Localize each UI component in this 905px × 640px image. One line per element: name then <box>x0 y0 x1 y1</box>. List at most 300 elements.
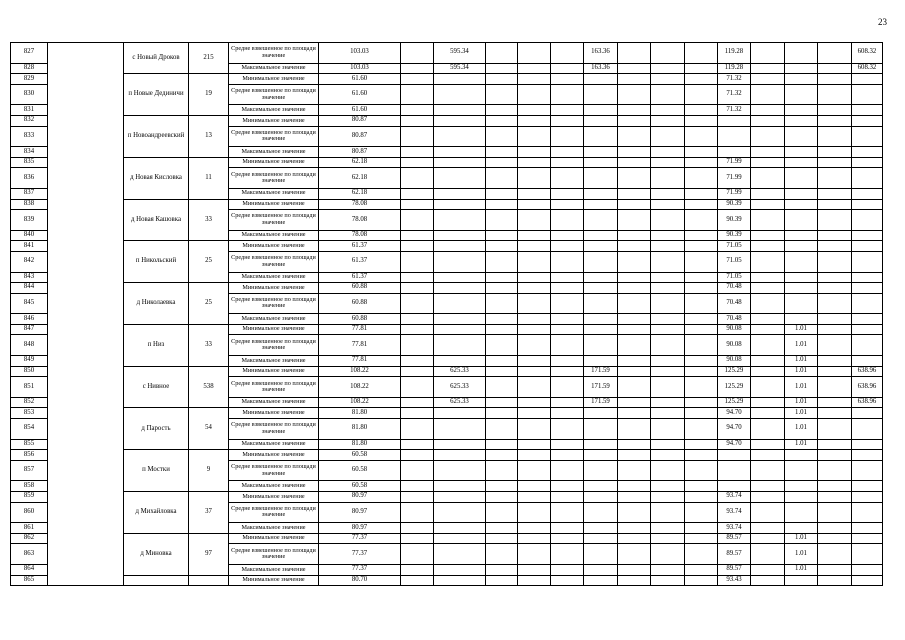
value-cell: 93.74 <box>718 523 751 534</box>
value-cell: 77.37 <box>319 544 401 565</box>
value-cell: 625.33 <box>434 377 486 398</box>
value-cell <box>852 293 883 314</box>
value-cell <box>551 63 584 74</box>
valuation-table <box>10 42 883 586</box>
value-cell <box>685 230 718 241</box>
value-cell <box>518 115 551 126</box>
value-cell <box>518 419 551 440</box>
value-cell <box>518 241 551 252</box>
value-type-label: Максимальное значение <box>229 356 319 367</box>
value-cell <box>486 63 518 74</box>
value-cell <box>685 43 718 64</box>
value-cell <box>852 210 883 231</box>
value-cell <box>584 168 618 189</box>
value-cell <box>551 188 584 199</box>
value-cell: 81.80 <box>319 439 401 450</box>
row-number: 842 <box>11 251 48 272</box>
value-cell <box>751 251 785 272</box>
value-cell <box>852 147 883 158</box>
row-number: 865 <box>11 575 48 586</box>
value-cell <box>618 450 651 461</box>
value-cell <box>434 272 486 283</box>
row-number: 834 <box>11 147 48 158</box>
value-cell <box>751 241 785 252</box>
value-cell <box>618 481 651 492</box>
value-cell <box>651 126 685 147</box>
value-cell: 90.08 <box>718 324 751 335</box>
value-cell <box>751 199 785 210</box>
value-cell <box>751 397 785 408</box>
value-cell: 70.48 <box>718 314 751 325</box>
value-cell <box>486 210 518 231</box>
value-cell <box>401 335 434 356</box>
value-cell <box>852 105 883 116</box>
value-cell: 80.87 <box>319 147 401 158</box>
row-number: 863 <box>11 544 48 565</box>
value-cell: 1.01 <box>785 533 818 544</box>
value-cell <box>486 481 518 492</box>
value-cell <box>852 199 883 210</box>
value-cell <box>486 523 518 534</box>
value-cell <box>401 115 434 126</box>
value-type-label: Минимальное значение <box>229 241 319 252</box>
value-cell <box>785 84 818 105</box>
row-number: 859 <box>11 492 48 503</box>
value-cell <box>486 241 518 252</box>
value-cell: 94.70 <box>718 439 751 450</box>
value-cell <box>818 168 852 189</box>
settlement-name: с Нивное <box>124 366 189 408</box>
value-cell: 71.99 <box>718 157 751 168</box>
value-cell <box>518 575 551 586</box>
value-cell <box>486 460 518 481</box>
value-cell <box>584 502 618 523</box>
value-cell <box>818 523 852 534</box>
settlement-count: 9 <box>189 450 229 492</box>
value-cell <box>651 43 685 64</box>
value-cell <box>434 84 486 105</box>
value-type-label: Минимальное значение <box>229 575 319 586</box>
value-cell <box>584 199 618 210</box>
value-cell <box>486 533 518 544</box>
value-cell <box>486 84 518 105</box>
value-cell <box>618 241 651 252</box>
value-cell: 60.58 <box>319 481 401 492</box>
value-cell <box>852 564 883 575</box>
value-cell <box>785 241 818 252</box>
value-cell <box>401 366 434 377</box>
value-cell <box>618 283 651 294</box>
value-cell <box>651 544 685 565</box>
value-cell <box>852 188 883 199</box>
value-cell <box>584 439 618 450</box>
value-cell <box>401 43 434 64</box>
value-type-label: Максимальное значение <box>229 272 319 283</box>
value-cell <box>751 293 785 314</box>
value-cell <box>651 419 685 440</box>
value-cell <box>751 43 785 64</box>
row-number: 846 <box>11 314 48 325</box>
value-cell <box>852 439 883 450</box>
value-cell: 608.32 <box>852 43 883 64</box>
value-cell: 62.18 <box>319 188 401 199</box>
value-cell: 1.01 <box>785 335 818 356</box>
value-cell <box>618 105 651 116</box>
value-cell <box>518 492 551 503</box>
value-type-label: Минимальное значение <box>229 408 319 419</box>
value-cell <box>818 157 852 168</box>
value-cell <box>718 481 751 492</box>
value-cell <box>751 324 785 335</box>
settlement-name <box>124 575 189 586</box>
value-cell <box>401 230 434 241</box>
value-cell <box>718 126 751 147</box>
value-cell <box>785 210 818 231</box>
value-type-label: Средне взвешенное по площади значение <box>229 210 319 231</box>
value-cell <box>551 272 584 283</box>
value-cell <box>852 115 883 126</box>
value-cell <box>685 324 718 335</box>
value-cell: 71.32 <box>718 74 751 85</box>
value-cell <box>434 314 486 325</box>
value-cell <box>434 575 486 586</box>
value-cell <box>401 450 434 461</box>
value-cell <box>818 408 852 419</box>
value-cell <box>486 157 518 168</box>
value-cell <box>618 251 651 272</box>
value-cell <box>584 314 618 325</box>
value-cell <box>551 168 584 189</box>
value-cell <box>785 283 818 294</box>
value-cell <box>685 481 718 492</box>
value-cell: 119.28 <box>718 43 751 64</box>
value-type-label: Минимальное значение <box>229 157 319 168</box>
value-cell <box>852 272 883 283</box>
row-number: 827 <box>11 43 48 64</box>
value-cell <box>551 408 584 419</box>
value-cell <box>818 230 852 241</box>
value-cell <box>584 324 618 335</box>
value-cell <box>651 230 685 241</box>
value-cell <box>401 283 434 294</box>
value-cell <box>551 335 584 356</box>
settlement-name: д Новая Кашовка <box>124 199 189 241</box>
value-cell <box>618 564 651 575</box>
value-cell <box>551 533 584 544</box>
value-cell: 60.58 <box>319 450 401 461</box>
value-cell <box>818 533 852 544</box>
value-cell <box>486 293 518 314</box>
table-row <box>11 241 883 252</box>
value-cell <box>685 502 718 523</box>
value-cell <box>685 210 718 231</box>
value-type-label: Средне взвешенное по площади значение <box>229 460 319 481</box>
value-cell <box>751 460 785 481</box>
settlement-count: 25 <box>189 283 229 325</box>
settlement-name: д Миновка <box>124 533 189 575</box>
value-cell <box>751 84 785 105</box>
value-cell: 78.08 <box>319 199 401 210</box>
value-cell <box>434 230 486 241</box>
value-cell: 108.22 <box>319 366 401 377</box>
value-cell: 171.59 <box>584 366 618 377</box>
value-cell <box>401 481 434 492</box>
value-cell <box>818 544 852 565</box>
value-cell: 1.01 <box>785 366 818 377</box>
value-cell <box>651 460 685 481</box>
value-cell <box>651 324 685 335</box>
value-cell <box>651 314 685 325</box>
value-cell <box>584 293 618 314</box>
value-cell <box>551 199 584 210</box>
value-cell <box>751 544 785 565</box>
value-cell <box>852 230 883 241</box>
settlement-count: 97 <box>189 533 229 575</box>
value-cell <box>685 63 718 74</box>
value-type-label: Средне взвешенное по площади значение <box>229 251 319 272</box>
value-cell: 80.97 <box>319 523 401 534</box>
value-cell <box>751 272 785 283</box>
value-cell <box>486 283 518 294</box>
value-cell: 70.48 <box>718 283 751 294</box>
value-cell <box>618 293 651 314</box>
value-cell: 81.80 <box>319 408 401 419</box>
value-cell <box>818 397 852 408</box>
value-cell <box>818 314 852 325</box>
value-cell <box>401 272 434 283</box>
table-row <box>11 366 883 377</box>
value-cell <box>852 533 883 544</box>
value-cell <box>401 157 434 168</box>
value-cell <box>651 188 685 199</box>
value-cell <box>685 439 718 450</box>
value-cell <box>584 251 618 272</box>
value-cell <box>751 377 785 398</box>
value-cell <box>651 481 685 492</box>
value-cell <box>486 564 518 575</box>
value-cell <box>551 314 584 325</box>
value-cell <box>434 460 486 481</box>
settlement-name: д Новая Кисловка <box>124 157 189 199</box>
value-cell <box>651 157 685 168</box>
value-cell: 163.36 <box>584 63 618 74</box>
value-cell <box>401 84 434 105</box>
value-cell: 77.81 <box>319 324 401 335</box>
value-type-label: Максимальное значение <box>229 105 319 116</box>
value-cell: 89.57 <box>718 533 751 544</box>
value-cell: 70.48 <box>718 293 751 314</box>
value-cell <box>651 241 685 252</box>
value-cell <box>818 492 852 503</box>
value-cell <box>551 230 584 241</box>
value-cell: 62.18 <box>319 168 401 189</box>
value-cell <box>751 314 785 325</box>
value-cell <box>685 356 718 367</box>
value-cell <box>751 481 785 492</box>
value-type-label: Средне взвешенное по площади значение <box>229 168 319 189</box>
value-cell <box>518 366 551 377</box>
value-cell: 608.32 <box>852 63 883 74</box>
value-cell: 61.37 <box>319 251 401 272</box>
value-cell <box>434 335 486 356</box>
value-cell <box>751 283 785 294</box>
value-cell <box>718 460 751 481</box>
value-cell <box>685 105 718 116</box>
value-cell <box>618 210 651 231</box>
value-cell: 71.05 <box>718 251 751 272</box>
value-cell: 119.28 <box>718 63 751 74</box>
value-cell <box>618 199 651 210</box>
table-row <box>11 43 883 64</box>
value-cell <box>852 283 883 294</box>
value-cell <box>818 460 852 481</box>
value-cell <box>818 105 852 116</box>
value-cell <box>401 105 434 116</box>
value-cell: 103.03 <box>319 43 401 64</box>
value-cell <box>685 147 718 158</box>
value-cell <box>852 74 883 85</box>
value-cell: 638.96 <box>852 377 883 398</box>
value-cell <box>551 74 584 85</box>
value-cell: 1.01 <box>785 439 818 450</box>
value-cell: 1.01 <box>785 397 818 408</box>
value-cell <box>852 168 883 189</box>
settlement-count: 13 <box>189 115 229 157</box>
value-cell <box>751 502 785 523</box>
value-type-label: Средне взвешенное по площади значение <box>229 293 319 314</box>
value-type-label: Минимальное значение <box>229 283 319 294</box>
value-cell <box>818 419 852 440</box>
value-cell <box>818 356 852 367</box>
value-cell <box>486 74 518 85</box>
value-cell <box>401 168 434 189</box>
value-cell <box>584 126 618 147</box>
value-cell: 78.08 <box>319 230 401 241</box>
value-cell <box>751 74 785 85</box>
value-cell <box>551 147 584 158</box>
value-cell <box>785 314 818 325</box>
value-cell: 71.32 <box>718 105 751 116</box>
value-type-label: Максимальное значение <box>229 439 319 450</box>
value-cell <box>751 564 785 575</box>
value-cell <box>685 272 718 283</box>
value-cell <box>618 419 651 440</box>
row-number: 851 <box>11 377 48 398</box>
value-cell: 103.03 <box>319 63 401 74</box>
value-cell <box>486 408 518 419</box>
value-type-label: Минимальное значение <box>229 74 319 85</box>
value-cell <box>518 544 551 565</box>
value-cell: 125.29 <box>718 397 751 408</box>
value-cell <box>685 314 718 325</box>
value-cell <box>751 147 785 158</box>
value-cell <box>401 419 434 440</box>
value-cell <box>518 564 551 575</box>
row-number: 857 <box>11 460 48 481</box>
value-cell <box>685 74 718 85</box>
value-cell <box>584 523 618 534</box>
value-cell: 1.01 <box>785 544 818 565</box>
value-cell <box>486 356 518 367</box>
value-type-label: Минимальное значение <box>229 366 319 377</box>
value-cell <box>785 188 818 199</box>
value-cell <box>584 241 618 252</box>
value-type-label: Максимальное значение <box>229 63 319 74</box>
row-number: 850 <box>11 366 48 377</box>
value-cell <box>618 84 651 105</box>
value-cell <box>751 533 785 544</box>
value-cell <box>486 575 518 586</box>
value-cell <box>584 481 618 492</box>
value-cell <box>685 293 718 314</box>
value-cell <box>618 157 651 168</box>
value-cell <box>518 210 551 231</box>
value-cell <box>486 147 518 158</box>
value-type-label: Минимальное значение <box>229 492 319 503</box>
value-cell <box>486 43 518 64</box>
value-cell: 1.01 <box>785 564 818 575</box>
value-cell <box>434 419 486 440</box>
value-cell <box>401 241 434 252</box>
value-cell <box>751 230 785 241</box>
value-type-label: Средне взвешенное по площади значение <box>229 502 319 523</box>
value-cell: 638.96 <box>852 397 883 408</box>
value-cell <box>852 502 883 523</box>
value-cell: 71.99 <box>718 188 751 199</box>
value-cell: 61.60 <box>319 105 401 116</box>
value-type-label: Максимальное значение <box>229 564 319 575</box>
table-row <box>11 492 883 503</box>
row-number: 841 <box>11 241 48 252</box>
value-cell <box>751 188 785 199</box>
value-cell <box>584 419 618 440</box>
value-cell: 1.01 <box>785 419 818 440</box>
value-cell <box>685 492 718 503</box>
value-cell <box>486 544 518 565</box>
value-cell <box>852 575 883 586</box>
value-cell: 171.59 <box>584 397 618 408</box>
value-type-label: Средне взвешенное по площади значение <box>229 544 319 565</box>
table-row <box>11 157 883 168</box>
value-cell <box>818 575 852 586</box>
value-cell <box>751 419 785 440</box>
value-cell <box>401 502 434 523</box>
value-cell <box>651 439 685 450</box>
row-number: 832 <box>11 115 48 126</box>
value-cell <box>785 492 818 503</box>
value-cell <box>685 377 718 398</box>
value-cell <box>401 74 434 85</box>
row-number: 861 <box>11 523 48 534</box>
value-cell: 625.33 <box>434 397 486 408</box>
value-cell <box>434 324 486 335</box>
settlement-count: 215 <box>189 43 229 74</box>
value-cell <box>551 460 584 481</box>
value-cell <box>685 366 718 377</box>
value-cell <box>651 356 685 367</box>
value-cell <box>584 188 618 199</box>
value-type-label: Максимальное значение <box>229 481 319 492</box>
value-cell <box>401 188 434 199</box>
settlement-name: с Новый Дроков <box>124 43 189 74</box>
value-cell <box>584 356 618 367</box>
table-row <box>11 74 883 85</box>
value-cell <box>785 74 818 85</box>
value-cell <box>685 157 718 168</box>
value-cell <box>685 419 718 440</box>
value-type-label: Средне взвешенное по площади значение <box>229 419 319 440</box>
value-cell <box>751 408 785 419</box>
